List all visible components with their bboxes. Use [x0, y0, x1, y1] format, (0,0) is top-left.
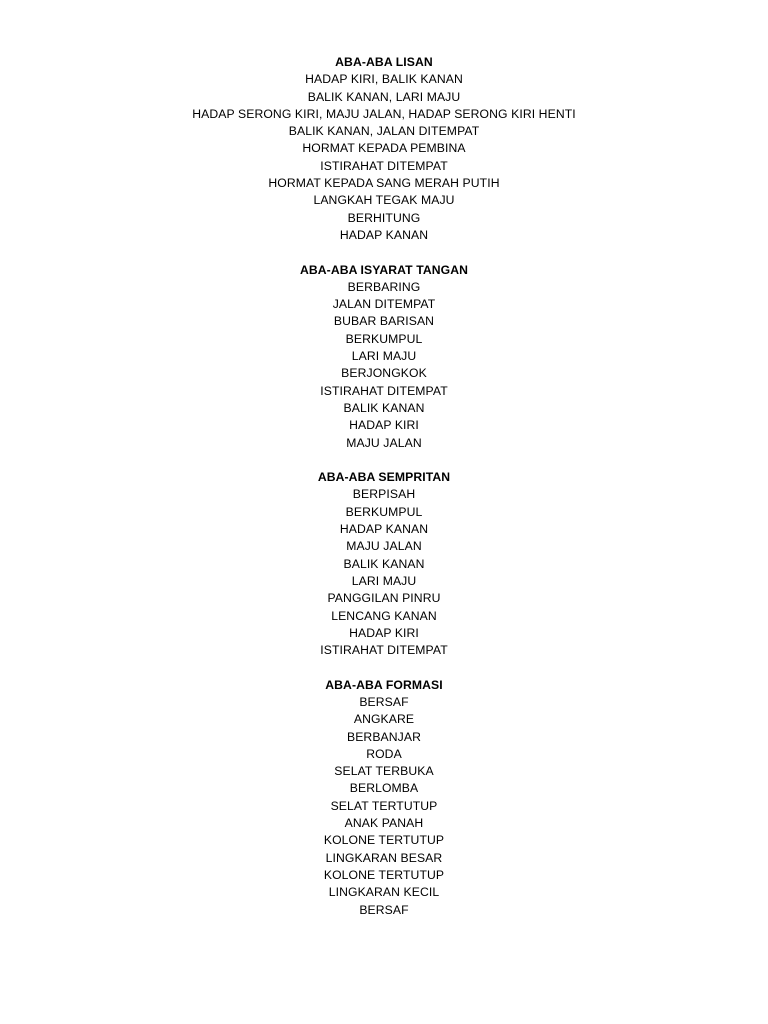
list-item: BERSAF	[359, 694, 409, 709]
list-item: BERLOMBA	[349, 781, 419, 796]
list-item: BERPISAH	[352, 487, 416, 502]
list-item: BERKUMPUL	[345, 504, 423, 519]
list-item: HADAP KIRI	[349, 418, 419, 433]
list-item: KOLONE TERTUTUP	[323, 867, 445, 882]
list-item: HORMAT KEPADA SANG MERAH PUTIH	[268, 176, 500, 191]
list-item: BUBAR BARISAN	[333, 314, 435, 329]
list-item: HADAP KIRI	[349, 625, 419, 640]
list-item: MAJU JALAN	[346, 435, 422, 450]
list-item: LARI MAJU	[351, 349, 417, 364]
list-item: SELAT TERTUTUP	[330, 798, 438, 813]
list-item: BALIK KANAN, JALAN DITEMPAT	[288, 124, 480, 139]
list-item: LINGKARAN KECIL	[328, 885, 440, 900]
list-item: BERJONGKOK	[341, 366, 427, 381]
list-item: ANGKARE	[353, 712, 415, 727]
list-item: BERHITUNG	[347, 210, 421, 225]
list-item: ISTIRAHAT DITEMPAT	[320, 383, 448, 398]
section-aba-aba-lisan	[0, 54, 768, 244]
list-item: JALAN DITEMPAT	[332, 297, 436, 312]
section-heading: ABA-ABA FORMASI	[325, 677, 443, 692]
document-page	[0, 54, 768, 936]
section-aba-aba-isyarat-tangan	[0, 262, 768, 452]
list-item: LANGKAH TEGAK MAJU	[313, 193, 455, 208]
list-item: BERSAF	[359, 902, 409, 917]
list-item: RODA	[366, 746, 402, 761]
list-item: PANGGILAN PINRU	[327, 591, 441, 606]
list-item: MAJU JALAN	[346, 539, 422, 554]
list-item: BERBARING	[347, 279, 421, 294]
list-item: HADAP SERONG KIRI, MAJU JALAN, HADAP SERONG KIRI HENTI	[192, 106, 576, 121]
list-item: LARI MAJU	[351, 573, 417, 588]
list-item: KOLONE TERTUTUP	[323, 833, 445, 848]
section-aba-aba-formasi	[0, 677, 768, 919]
list-item: HADAP KANAN	[339, 522, 429, 537]
list-item: BALIK KANAN, LARI MAJU	[307, 89, 461, 104]
list-item: LENCANG KANAN	[331, 608, 437, 623]
list-item: LINGKARAN BESAR	[325, 850, 443, 865]
list-item: HADAP KIRI, BALIK KANAN	[305, 72, 463, 87]
section-heading: ABA-ABA ISYARAT TANGAN	[299, 262, 469, 277]
list-item: SELAT TERBUKA	[334, 764, 434, 779]
list-item: BALIK KANAN	[343, 400, 425, 415]
section-heading: ABA-ABA SEMPRITAN	[317, 470, 451, 485]
list-item: ISTIRAHAT DITEMPAT	[320, 643, 448, 658]
section-heading: ABA-ABA LISAN	[335, 55, 433, 69]
section-aba-aba-sempritan	[0, 469, 768, 659]
list-item: ISTIRAHAT DITEMPAT	[320, 158, 448, 173]
list-item: HADAP KANAN	[339, 227, 429, 242]
list-item: HORMAT KEPADA PEMBINA	[302, 141, 466, 156]
list-item: ANAK PANAH	[344, 816, 424, 831]
list-item: BERKUMPUL	[345, 331, 423, 346]
list-item: BALIK KANAN	[343, 556, 425, 571]
list-item: BERBANJAR	[346, 729, 422, 744]
